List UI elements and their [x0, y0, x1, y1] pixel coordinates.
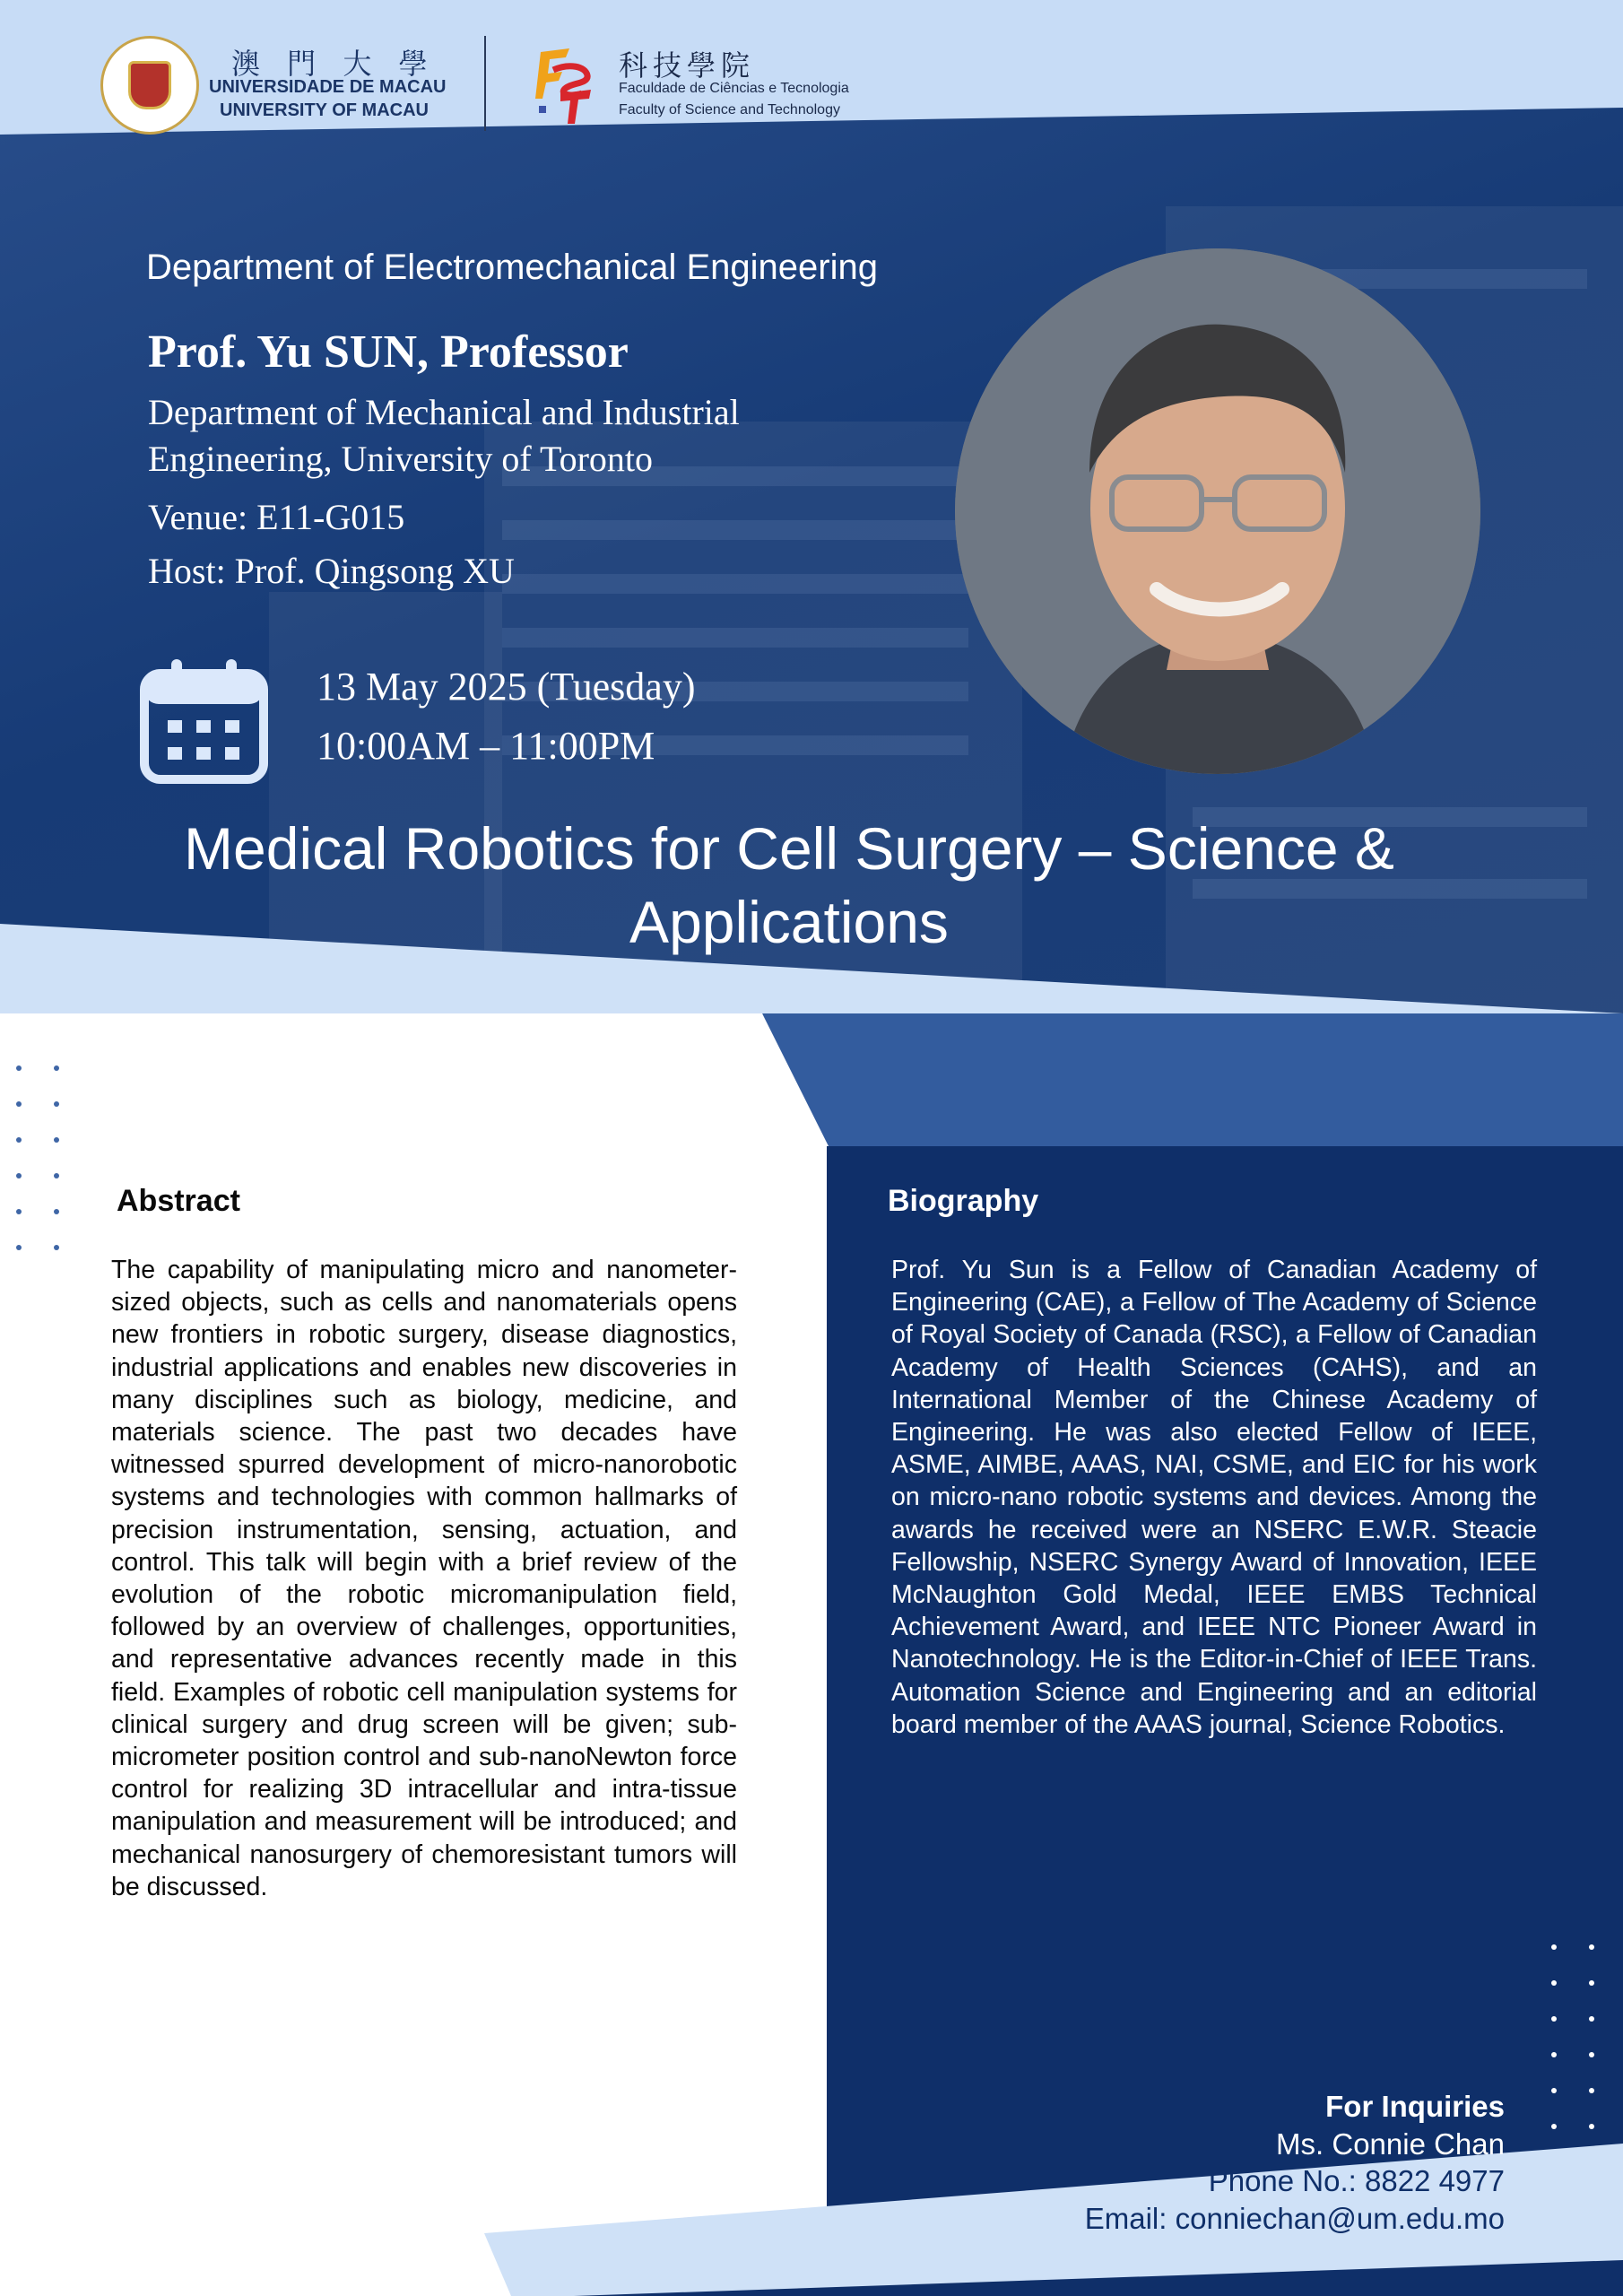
decorative-dot: [54, 1065, 59, 1071]
inquiries-phone: Phone No.: 8822 4977: [1208, 2164, 1505, 2197]
calendar-icon: [139, 657, 269, 785]
decorative-dot: [16, 1137, 22, 1143]
decorative-dot: [1551, 2088, 1557, 2093]
speaker-photo: [955, 248, 1480, 774]
decorative-dot: [16, 1245, 22, 1250]
decorative-dot: [1551, 1944, 1557, 1950]
abstract-heading: Abstract: [117, 1184, 240, 1218]
inquiries-contact: Ms. Connie Chan: [1276, 2127, 1505, 2161]
decorative-dot: [1589, 2124, 1594, 2129]
um-name-english: UNIVERSITY OF MACAU: [220, 100, 429, 120]
biography-text: Prof. Yu Sun is a Fellow of Canadian Academy of Engineering (CAE), a Fellow of The Academy of Science of Royal Society of Canada (RSC), a Fellow of Canadian Academy of Health Sciences (CAHS), and an International Member of the Chinese Academy of Engineering. He was also elected Fellow of IEEE, ASME, AIMBE, AAAS, NAI, CSME, and EIC for his work on micro-nano robotic systems and devices. Among the awards he received were an NSERC E.W.R. Steacie Fellowship, NSERC Synergy Award of Innovation, IEEE McNaughton Gold Medal, IEEE EMBS Technical Achievement Award, and IEEE NTC Pioneer Award in Nanotechnology. He is the Editor-in-Chief of IEEE Trans. Automation Science and Engineering and an editorial board member of the AAAS journal, Science Robotics.: [891, 1256, 1537, 1739]
decorative-dots-right: [1551, 1944, 1600, 2142]
decorative-dot: [1551, 1980, 1557, 1986]
decorative-dot: [1551, 2124, 1557, 2129]
decorative-dots-left: [16, 1065, 65, 1263]
inquiries-email[interactable]: Email: conniechan@um.edu.mo: [1084, 2202, 1505, 2235]
event-date: 13 May 2025 (Tuesday): [317, 665, 696, 709]
event-time: 10:00AM – 11:00PM: [317, 724, 655, 768]
decorative-dot: [16, 1173, 22, 1178]
decorative-dot: [1589, 2052, 1594, 2057]
biography-heading: Biography: [888, 1184, 1039, 1218]
decorative-dot: [54, 1137, 59, 1143]
hosting-department: Department of Electromechanical Engineering: [146, 248, 878, 287]
decorative-dot: [54, 1173, 59, 1178]
crest-shield-icon: [128, 61, 171, 109]
decorative-dot: [1589, 2088, 1594, 2093]
host: Host: Prof. Qingsong XU: [148, 551, 515, 591]
decorative-dot: [16, 1209, 22, 1214]
decorative-dot: [1589, 1980, 1594, 1986]
decorative-dot: [1589, 1944, 1594, 1950]
decorative-dot: [1551, 2016, 1557, 2022]
decorative-dot: [54, 1101, 59, 1107]
decorative-dot: [16, 1101, 22, 1107]
logo-divider: [484, 36, 486, 131]
speaker-name: Prof. Yu SUN, Professor: [148, 326, 629, 378]
fst-logo-icon: [534, 43, 596, 126]
inquiries-heading: For Inquiries: [1325, 2090, 1505, 2123]
decorative-dot: [16, 1065, 22, 1071]
speaker-affiliation-line1: Department of Mechanical and Industrial: [148, 392, 740, 432]
decorative-dot: [54, 1245, 59, 1250]
fst-name-chinese: 科技學院: [619, 48, 756, 83]
venue: Venue: E11-G015: [148, 497, 405, 537]
decorative-dot: [1589, 2016, 1594, 2022]
decorative-dot: [1551, 2052, 1557, 2057]
decorative-dot: [54, 1209, 59, 1214]
accent-tab: [762, 1013, 1623, 1148]
um-name-portuguese: UNIVERSIDADE DE MACAU: [209, 77, 447, 97]
um-name-chinese: 澳 門 大 學: [231, 47, 437, 81]
speaker-affiliation-line2: Engineering, University of Toronto: [148, 439, 654, 479]
talk-title: Medical Robotics for Cell Surgery – Science & Applications: [184, 815, 1394, 955]
fst-name-english: Faculty of Science and Technology: [619, 102, 840, 117]
abstract-text: The capability of manipulating micro and nanometer-sized objects, such as cells and nanomaterials opens new frontiers in robotic surgery, disease diagnostics, industrial applications and enables new discoveries in many disciplines such as biology, medicine, and materials science. The past two decades have witnessed spurred development of micro-nanorobotic systems and technologies with common hallmarks of precision instrumentation, sensing, actuation, and control. This talk will begin with a brief review of the evolution of the robotic micromanipulation field, followed by an overview of challenges, opportunities, and representative advances recently made in this field. Examples of robotic cell manipulation systems for clinical surgery and drug screen will be given; sub-micrometer position control and sub-nanoNewton force control for realizing 3D intracellular and intra-tissue manipulation and measurement will be introduced; and mechanical nanosurgery of chemoresistant tumors will be discussed.: [111, 1256, 737, 1901]
fst-name-portuguese: Faculdade de Ciências e Tecnologia: [619, 81, 849, 96]
